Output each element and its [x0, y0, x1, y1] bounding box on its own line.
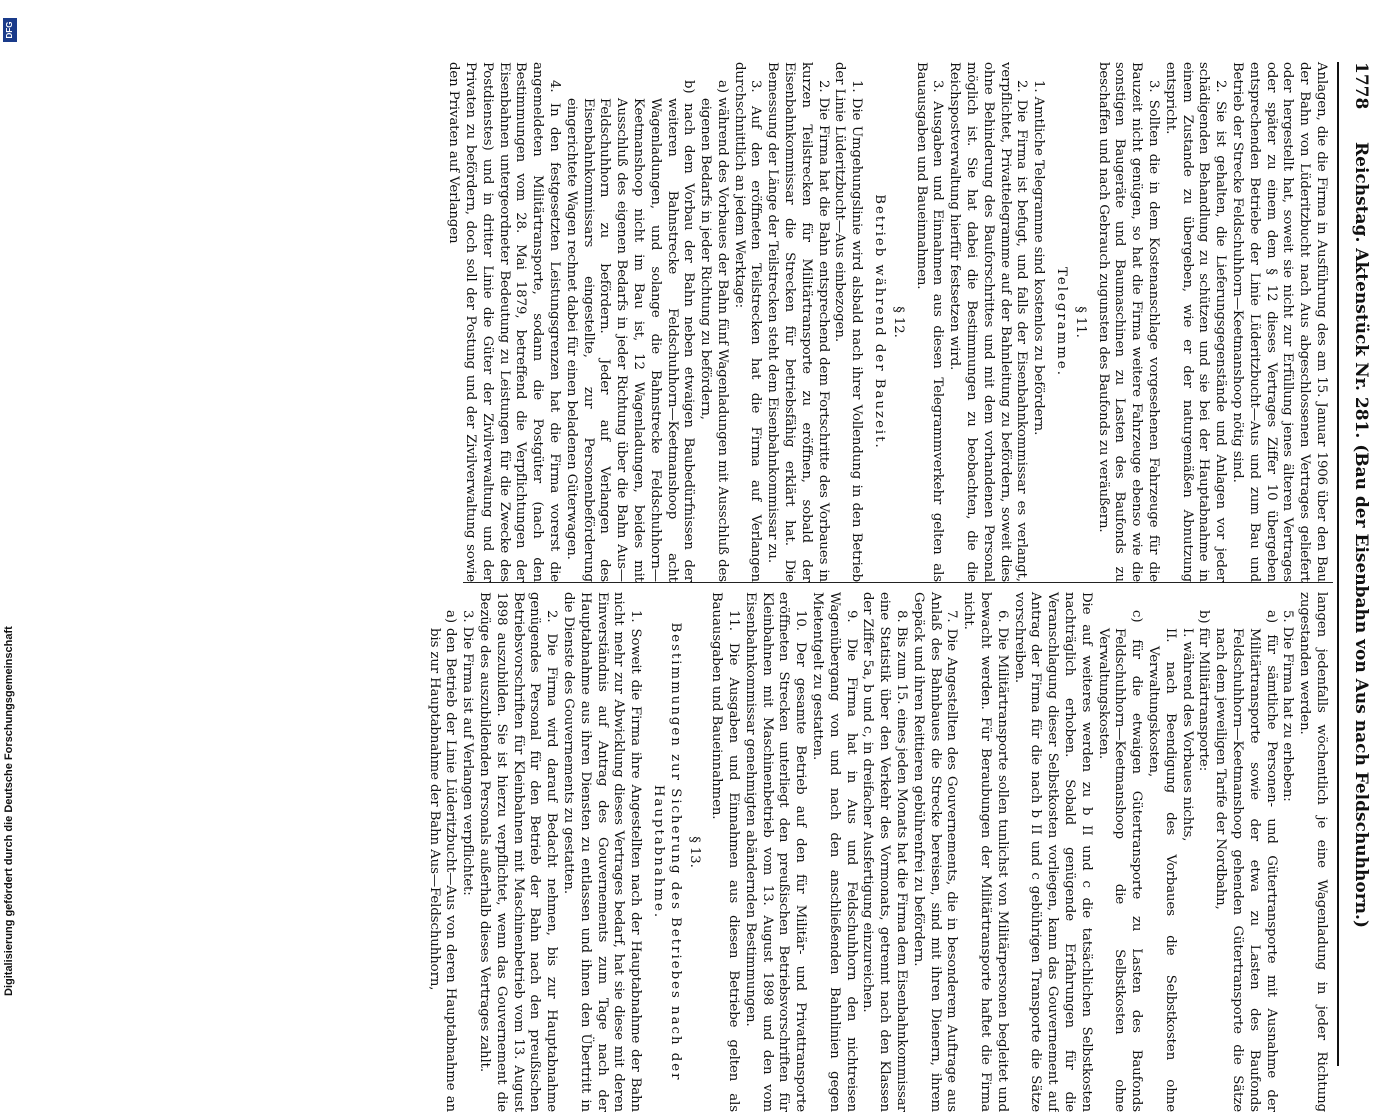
paragraph: 10. Der gesamte Betrieb auf den für Militär- und Privattransporte eröffneten Strecken unterliegt den preußischen Betriebsvorschriften für Kleinbahnen mit Maschinenbetrieb vom 13. August 1898 und den vom Eisenbahnkommissar genehmigten abändernden Bestimmungen. [742, 592, 809, 1112]
paragraph: langen jedenfalls wöchentlich je eine Wagenladung in jeder Richtung zugestanden werden. [1297, 592, 1329, 1112]
paragraph: 3. Die Firma ist auf Verlangen verpflichtet: [460, 610, 476, 896]
dfg-logo: DFG [3, 18, 17, 42]
paragraph: 6. Die Militärtransporte sollen tunlichst von Militärpersonen begleitet und bewacht werden. Für Beraubungen der Militärtransporte haftet die Firma nicht. [961, 592, 1010, 1112]
paragraph: 11. Die Ausgaben und Einnahmen aus diesen Betriebe gelten als Bauausgaben und Baueinnahmen. [709, 592, 742, 1112]
paragraph: b) für Militärtransporte: [1196, 610, 1212, 772]
paragraph: 3. Auf den eröffneten Teilstrecken hat die Firma auf Verlangen durchschnittlich an jedem Werktage: [731, 62, 764, 582]
paragraph: Die auf weiteres werden zu b II und c die tatsächlichen Selbstkosten nachträglich erhoben. Sobald genügende Erfahrungen für die Veranschlagung dieser Selbstkosten vorliegen, kann das Gouvernement auf Antrag der Firma für die nach b II und c gebührigen Transporte die Sätze vorschreiben. [1011, 592, 1094, 1112]
right-column [425, 592, 1329, 1112]
paragraph: b) nach dem Vorbau der Bahn neben etwaigen Baubedürfnissen der weiteren Bahnstrecke Feldschuhhorn—Keetmanshoop acht Wagenladungen, und solange die Bahnstrecke Feldschuhhorn—Keetmanshoop nicht im Bau ist, 12 Wagenladungen, beides mit Ausschluß des eigenen Bedarfs in jeder Richtung über die Bahn Aus—Feldschuhhorn zu befördern. Jeder auf Verlangen des Eisenbahnkommissars eingestellte, zur Personenbeförderung eingerichtete Wagen rechnet dabei für einen beladenen Güterwagen. [563, 80, 697, 582]
section-title: Bestimmungen zur Sicherung des Betriebes nach der Hauptabnahme. [650, 622, 683, 1082]
paragraph: 2. Sie ist gehalten, die Lieferungsgegenstände und Anlagen vor jeder schädigenden Behandlung zu schützen und sie bei der Hauptabnahme in einem Zustande zu übergeben, wie er der naturgemäßen Abnutzung entspricht. [1162, 62, 1229, 582]
paragraph: 8. Bis zum 15. eines jeden Monats hat die Firma dem Eisenbahnkommissar eine Statistik über den Verkehr des Vormonats, getrennt nach den Klassen der Ziffer 5a, b und c, in dreifacher Ausfertigung einzureichen. [860, 592, 910, 1112]
page-title: Reichstag. Aktenstück Nr. 281. (Bau der Eisenbahn von Aus nach Feldschuhhorn.) [1351, 142, 1371, 929]
left-column [444, 62, 1329, 582]
paragraph: I. während des Vorbaues nichts, [1179, 628, 1195, 842]
paragraph: 7. Die Angestellten des Gouvernements, die in besonderem Auftrage aus Anlaß des Bahnbaues die Strecke bereisen, sind mit ihren Dienern, ihrem Gepäck und ihren Reittieren gebührenfrei zu befördern. [910, 592, 960, 1112]
header-rule [1337, 62, 1339, 1066]
paragraph: a) für sämtliche Personen- und Gütertransporte mit Ausnahme der Militärtransporte sowie der etwa zu Lasten des Baufonds Feldschuhhorn—Keetmanshoop gehenden Gütertransporte die Sätze nach dem jeweiligen Tarife der Nordbahn, [1213, 610, 1279, 1112]
footer-rotated [0, 0, 30, 1000]
paragraph: Anlagen, die die Firma in Ausführung des am 15. Januar 1906 über den Bau der Bahn von Lüderitzbucht nach Aus abgeschlossenen Vertrages geliefert oder hergestellt hat, soweit sie nicht zur Erfüllung jenes älteren Vertrages oder später zu einem dem § 12 dieses Vertrages Ziffer 10 übergeben entsprechenden Betriebe der Linie Lüderitzbucht—Aus und zum Bau und Betrieb der Strecke Feldschuhhorn—Keetmanshoop nötig sind. [1230, 62, 1329, 582]
section-heading: § 12. [890, 306, 906, 338]
paragraph: a) während des Vorbaues der Bahn fünf Wagenladungen mit Ausschluß des eigenen Bedarfs in jeder Richtung zu befördern, [698, 80, 730, 582]
paragraph: II. nach Beendigung des Vorbaues die Selbstkosten ohne Verwaltungskosten, [1146, 628, 1178, 1112]
page-number: 1778 [1351, 62, 1371, 110]
paragraph: 2. Die Firma hat die Bahn entsprechend dem Fortschritte des Vorbaues in kurzen Teilstrecken für Militärtransporte zu eröffnen, sobald der Eisenbahnkommissar die Strecken für betriebsfähig erklärt hat. Die Bemessung der Länge der Teilstrecken steht dem Eisenbahnkommissar zu. [765, 62, 831, 582]
paragraph: a) den Betrieb der Linie Lüderitzbucht—Aus von deren Hauptabnahme an bis zur Hauptabnahme der Bahn Aus—Feldschuhhorn, [426, 610, 459, 1112]
paragraph: 1. Amtliche Telegramme sind kostenlos zu befördern. [1031, 80, 1047, 436]
paragraph: 1. Die Umgehungslinie wird alsbald nach ihrer Vollendung in den Betrieb der Linie Lüderitzbucht—Aus einbezogen. [832, 62, 865, 582]
section-heading: § 13. [686, 836, 702, 868]
column-divider [463, 582, 1333, 583]
paragraph: 2. Die Firma ist befugt, und falls der Eisenbahnkommissar es verlangt, verpflichtet, Privattelegramme auf der Bahnleitung zu befördern, soweit dies ohne Behinderung des Bauforschrittes und mit dem vorhandenen Personal möglich ist. Sie hat dabei die Bestimmungen zu beobachten, die die Reichspostverwaltung hierfür festsetzen wird. [947, 62, 1030, 582]
paragraph: 5. Die Firma hat zu erheben: [1280, 610, 1296, 802]
paragraph: 9. Die Firma hat in Aus und Feldschuhhorn den nichtreisen Wagenübergang von und nach den anschließenden Bahnlinien gegen Mietentgelt zu gestatten. [810, 592, 859, 1112]
section-heading: § 11. [1072, 306, 1088, 338]
paragraph: c) für die etwaigen Gütertransporte zu Lasten des Baufonds Feldschuhhorn—Keetmanshoop die Selbstkosten ohne Verwaltungskosten. [1095, 610, 1145, 1112]
paragraph: 1. Soweit die Firma ihre Angestellten nach der Hauptabnahme der Bahn nicht mehr zur Abwicklung dieses Vertrages bedarf, hat sie diese mit deren Einverständnis auf Antrag des Gouvernements zum Tage nach der Hauptabnahme aus ihren Diensten zu entlassen und ihnen den Übertritt in die Dienste des Gouvernements zu gestatten. [560, 592, 644, 1112]
section-title: Telegramme. [1054, 267, 1070, 377]
paragraph: 2. Die Firma wird darauf Bedacht nehmen, bis zur Hauptabnahme genügendes Personal für den Betrieb der Bahn nach den preußischen Betriebsvorschriften für Kleinbahnen mit Maschinenbetrieb vom 13. August 1898 auszubilden. Sie ist hierzu verpflichtet, wenn das Gouvernement die Bezüge des auszubildenden Personals außerhalb dieses Vertrages zahlt. [476, 592, 560, 1112]
paragraph: 4. In den festgesetzten Leistungsgrenzen hat die Firma vorerst die angemeldeten Militärtransporte, sodann die Postgüter (nach den Bestimmungen vom 28. Mai 1879, betreffend die Verpflichtungen der Eisenbahnen untergeordneter Bedeutung zu Leistungen für die Zwecke des Postdienstes) und in dritter Linie die Güter der Zivilverwaltung und der Privaten zu befördern, doch soll der Postung und der Zivilverwaltung sowie den Privaten auf Verlangen [446, 62, 562, 582]
digitization-credit: Digitalisierung gefördert durch die Deutsche Forschungsgemeinschaft [3, 626, 15, 996]
section-title: Betrieb während der Bauzeit. [872, 194, 888, 450]
paragraph: 3. Sollten die in dem Kostenanschlage vorgesehenen Fahrzeuge für die Bauzeit nicht genügen, so hat die Firma weitere Fahrzeuge ebenso wie die sonstigen Baugeräte und Baumaschinen zu Lasten des Baufonds zu beschaffen und nach Gebrauch zugunsten des Baufonds zu veräußern. [1095, 62, 1162, 582]
paragraph: 3. Ausgaben und Einnahmen aus diesen Telegrammverkehr gelten als Bauausgaben und Baueinnahmen. [913, 62, 946, 582]
